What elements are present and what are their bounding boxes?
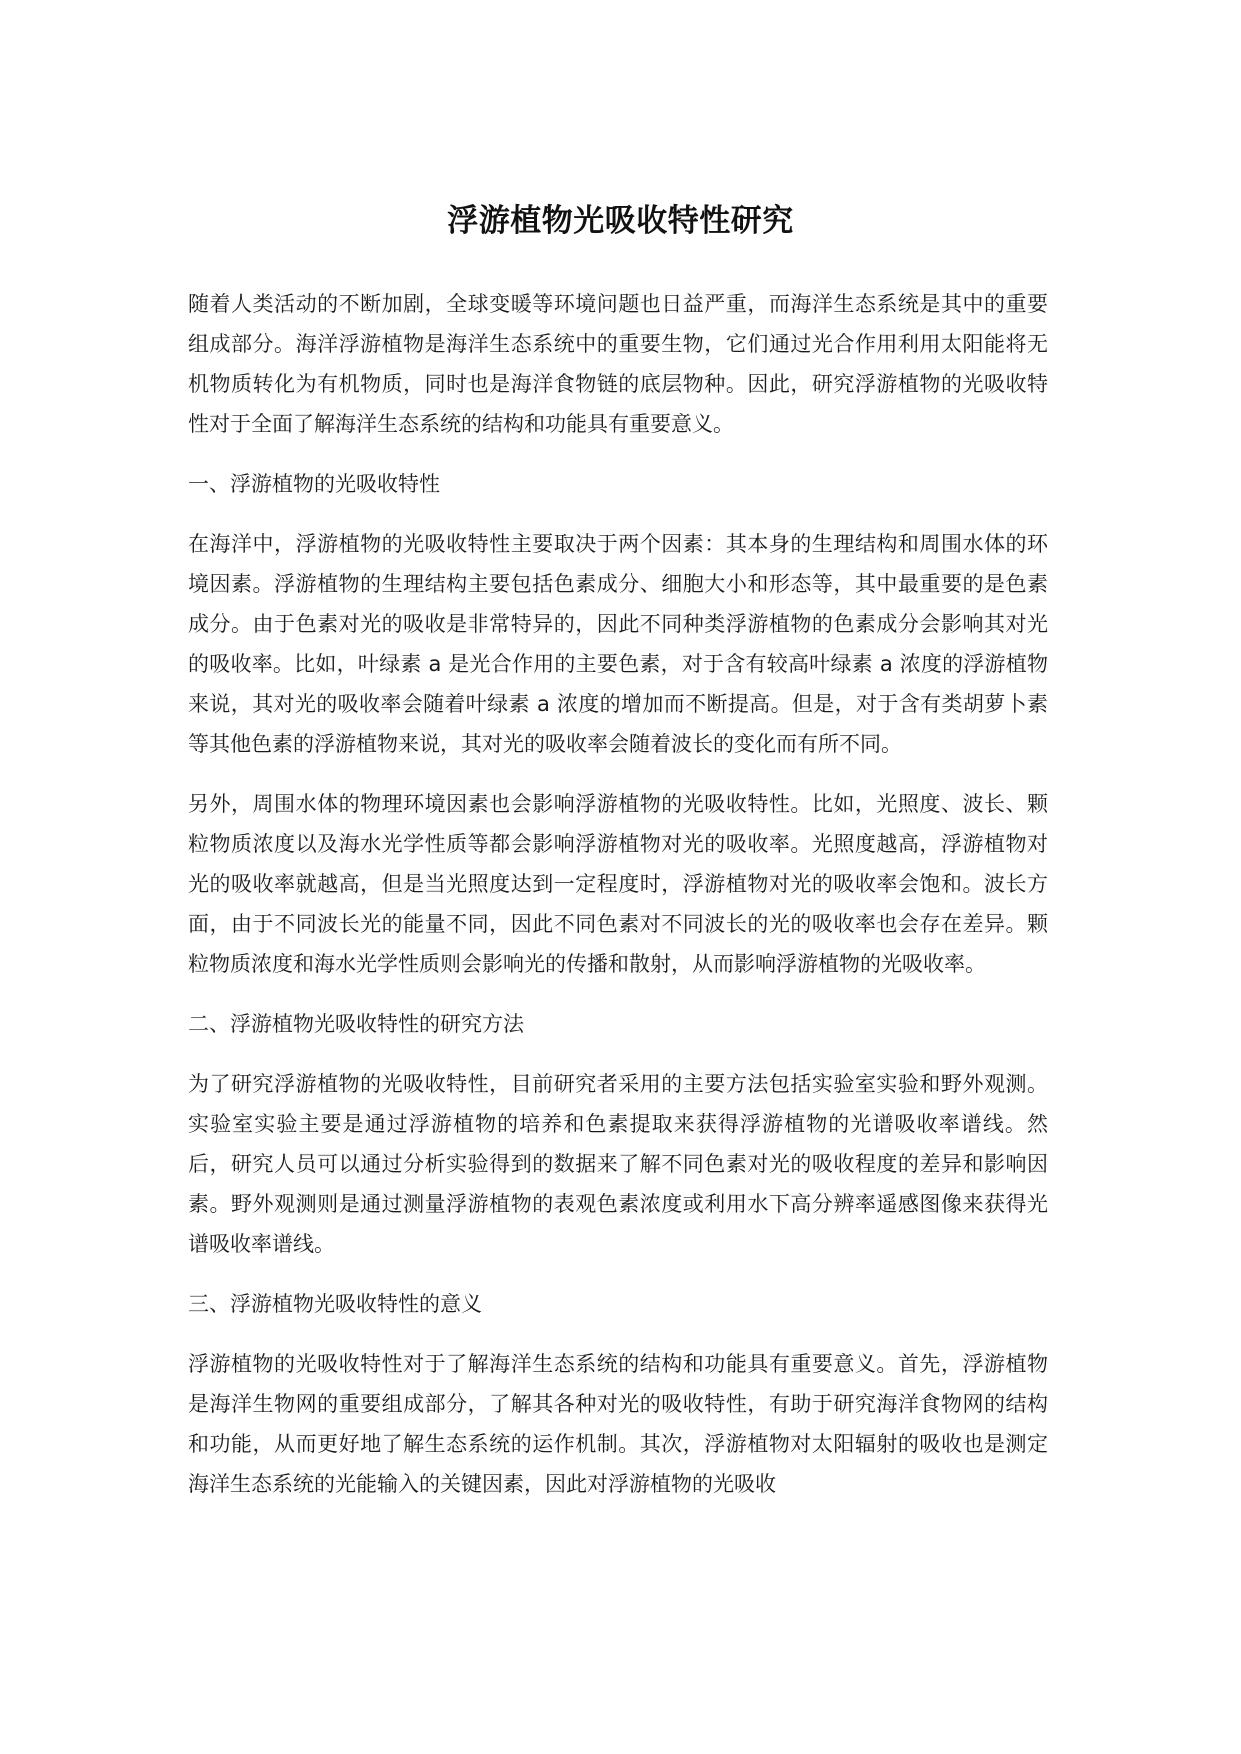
section-2-paragraph-1: 为了研究浮游植物的光吸收特性，目前研究者采用的主要方法包括实验室实验和野外观测。实验室实验主要是通过浮游植物的培养和色素提取来获得浮游植物的光谱吸收率谱线。然后，研究人员可以通过分析实验得到的数据来了解不同色素对光的吸收程度的差异和影响因素。野外观测则是通过测量浮游植物的表观色素浓度或利用水下高分辨率遥感图像来获得光谱吸收率谱线。 xyxy=(188,1072,1048,1256)
section-heading-3: 三、浮游植物光吸收特性的意义 xyxy=(188,1292,482,1316)
section-1-paragraph-1: 在海洋中，浮游植物的光吸收特性主要取决于两个因素：其本身的生理结构和周围水体的环境因素。浮游植物的生理结构主要包括色素成分、细胞大小和形态等，其中最重要的是色素成分。由于色素对光的吸收是非常特异的，因此不同种类浮游植物的色素成分会影响其对光的吸收率。比如，叶绿素 a 是光合作用的主要色素，对于含有较高叶绿素 a 浓度的浮游植物来说，其对光的吸收率会随着叶绿素 a 浓度的增加而不断提高。但是，对于含有类胡萝卜素等其他色素的浮游植物来说，其对光的吸收率会随着波长的变化而有所不同。 xyxy=(188,532,1048,756)
section-heading-1: 一、浮游植物的光吸收特性 xyxy=(188,472,440,496)
section-1-paragraph-2: 另外，周围水体的物理环境因素也会影响浮游植物的光吸收特性。比如，光照度、波长、颗粒物质浓度以及海水光学性质等都会影响浮游植物对光的吸收率。光照度越高，浮游植物对光的吸收率就越高，但是当光照度达到一定程度时，浮游植物对光的吸收率会饱和。波长方面，由于不同波长光的能量不同，因此不同色素对不同波长的光的吸收率也会存在差异。颗粒物质浓度和海水光学性质则会影响光的传播和散射，从而影响浮游植物的光吸收率。 xyxy=(188,792,1048,976)
intro-paragraph: 随着人类活动的不断加剧，全球变暖等环境问题也日益严重，而海洋生态系统是其中的重要组成部分。海洋浮游植物是海洋生态系统中的重要生物，它们通过光合作用利用太阳能将无机物质转化为有机物质，同时也是海洋食物链的底层物种。因此，研究浮游植物的光吸收特性对于全面了解海洋生态系统的结构和功能具有重要意义。 xyxy=(188,292,1048,436)
section-3-paragraph-1: 浮游植物的光吸收特性对于了解海洋生态系统的结构和功能具有重要意义。首先，浮游植物是海洋生物网的重要组成部分，了解其各种对光的吸收特性，有助于研究海洋食物网的结构和功能，从而更好地了解生态系统的运作机制。其次，浮游植物对太阳辐射的吸收也是测定海洋生态系统的光能输入的关键因素，因此对浮游植物的光吸收 xyxy=(188,1352,1048,1496)
section-heading-2: 二、浮游植物光吸收特性的研究方法 xyxy=(188,1012,524,1036)
document-body xyxy=(188,284,1048,1524)
document-title: 浮游植物光吸收特性研究 xyxy=(447,202,794,239)
